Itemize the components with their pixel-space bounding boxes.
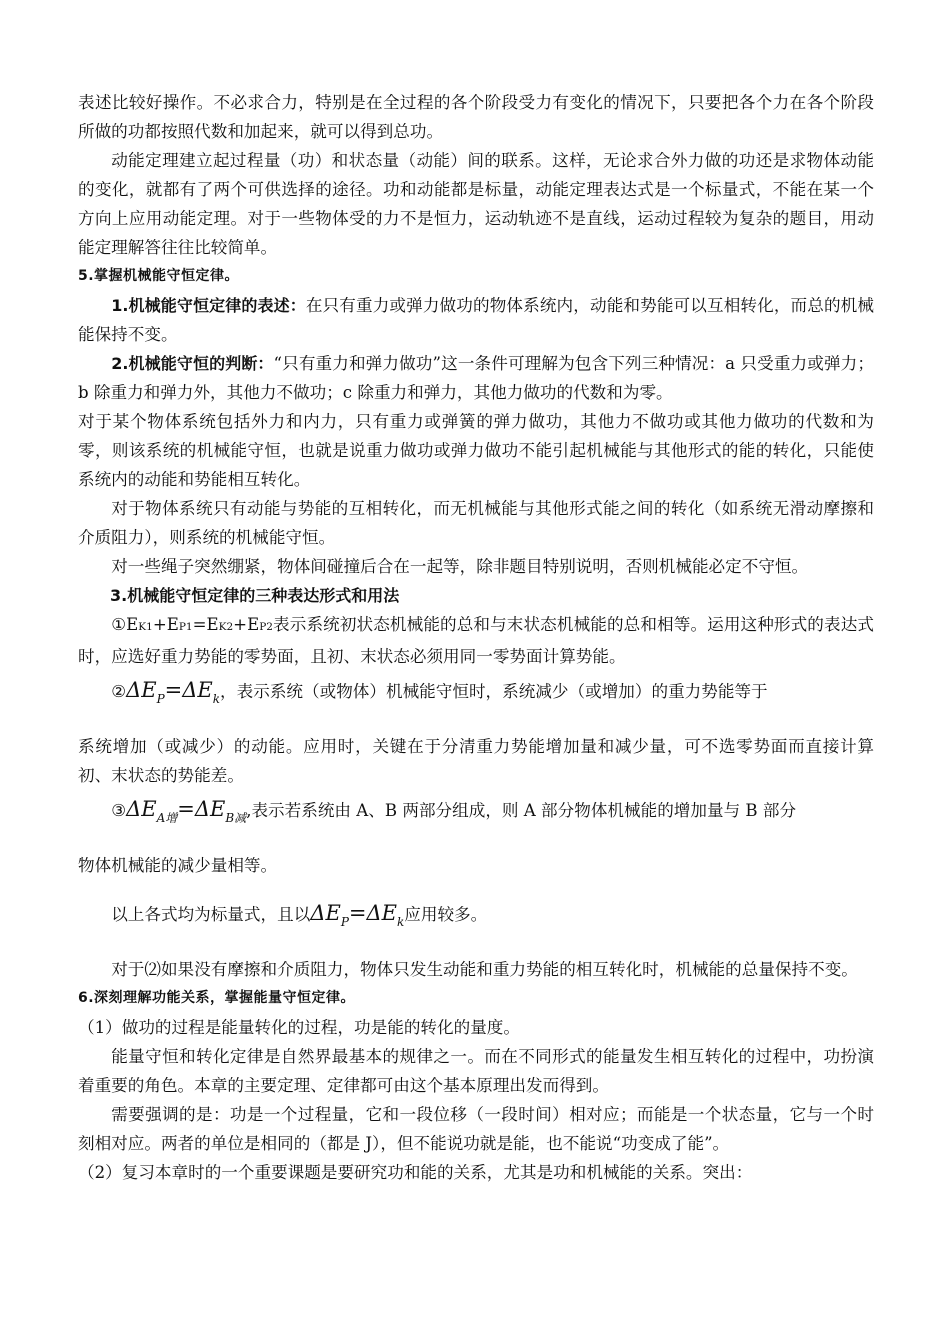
section-heading-6: 6.深刻理解功能关系，掌握能量守恒定律。 (78, 990, 356, 1006)
law-judgement-label: 2.机械能守恒的判断： (111, 354, 274, 373)
paragraph-form-2-cont: 系统增加（或减少）的动能。应用时，关键在于分清重力势能增加量和减少量，可不选零势面而直接计算初、末状态的势能差。 (78, 737, 874, 785)
form-3-text: ,表示若系统由 A、B 两部分组成，则 A 部分物体机械能的增加量与 B 部分 (246, 801, 797, 820)
paragraph-non-conservation: 对一些绳子突然绷紧，物体间碰撞后合在一起等，除非题目特别说明，否则机械能必定不守恒。 (111, 557, 809, 576)
formula-2: $\Delta E_P=\Delta E_k$ (126, 678, 221, 706)
marker-1: ① (111, 615, 127, 634)
paragraph-work-vs-energy: 需要强调的是：功是一个过程量，它和一段位移（一段时间）相对应；而能是一个状态量，它与一个时刻相对应。两者的单位是相同的（都是 J），但不能说功就是能，也不能说“功变成了能”。 (78, 1105, 874, 1153)
paragraph-law-judgement (78, 349, 874, 407)
paragraph-energy-conservation: 能量守恒和转化定律是自然界最基本的规律之一。而在不同形式的能量发生相互转化的过程中，功扮演着重要的角色。本章的主要定理、定律都可由这个基本原理出发而得到。 (78, 1047, 874, 1095)
law-statement-text: 在只有重力或弹力做功的物体系统内，动能和势能可以互相转化，而总的机械能保持不变。 (78, 296, 874, 344)
subsection-three-forms: 3.机械能守恒定律的三种表达形式和用法 (110, 586, 400, 605)
paragraph-system-conservation: 对于某个物体系统包括外力和内力，只有重力或弹簧的弹力做功，其他力不做功或其他力做功的代数和为零，则该系统的机械能守恒，也就是说重力做功或弹力做功不能引起机械能与其他形式的能的转化，只能使系统内的动能和势能相互转化。 (78, 412, 874, 489)
formula-scalar: $\Delta E_P=\Delta E_k$ (310, 901, 405, 929)
paragraph-form-2 (78, 671, 874, 718)
paragraph-law-statement (78, 291, 874, 349)
paragraph-q2: （2）复习本章时的一个重要课题是要研究功和能的关系，尤其是功和机械能的关系。突出： (78, 1163, 753, 1182)
marker-2: ② (111, 682, 127, 701)
formula-3: $\Delta E_{A增}=\Delta E_{B减}$ (126, 797, 247, 825)
document-page (78, 88, 874, 1187)
form-1-text: 表示系统初状态机械能的总和与末状态机械能的总和相等。运用这种形式的表达式时，应选好重力势能的零势面，且初、末状态必须用同一零势面计算势能。 (78, 615, 874, 666)
paragraph-form-3 (78, 790, 874, 837)
paragraph-scalar-note: 以上各式均为标量式，且以$\Delta E_P=\Delta E_k$应用较多。 (111, 901, 488, 929)
paragraph-total-work: 表述比较好操作。不必求合力，特别是在全过程的各个阶段受力有变化的情况下，只要把各个力在各个阶段所做的功都按照代数和加起来，就可以得到总功。 (78, 93, 874, 141)
paragraph-q1: （1）做功的过程是能量转化的过程，功是能的转化的量度。 (78, 1018, 520, 1037)
paragraph-form-1 (78, 610, 874, 671)
paragraph-no-friction: 对于⑵如果没有摩擦和介质阻力，物体只发生动能和重力势能的相互转化时，机械能的总量保持不变。 (111, 960, 858, 979)
paragraph-energy-transfer: 对于物体系统只有动能与势能的互相转化，而无机械能与其他形式能之间的转化（如系统无滑动摩擦和介质阻力），则系统的机械能守恒。 (78, 499, 874, 547)
marker-3: ③ (111, 801, 127, 820)
paragraph-form-3-cont: 物体机械能的减少量相等。 (78, 856, 278, 875)
form-2-text: ，表示系统（或物体）机械能守恒时，系统减少（或增加）的重力势能等于 (220, 682, 768, 701)
paragraph-kinetic-theorem: 动能定理建立起过程量（功）和状态量（动能）间的联系。这样，无论求合外力做的功还是求物体动能的变化，就都有了两个可供选择的途径。功和动能都是标量，动能定理表达式是一个标量式，不能在某一个方向上应用动能定理。对于一些物体受的力不是恒力，运动轨迹不是直线，运动过程较为复杂的题目，用动能定理解答往往比较简单。 (78, 151, 874, 257)
section-heading-5: 5.掌握机械能守恒定律。 (78, 268, 240, 284)
formula-1: EK1+EP1=EK2+EP2 (126, 615, 273, 634)
law-statement-label: 1.机械能守恒定律的表述： (111, 296, 306, 315)
law-judgement-text: “只有重力和弹力做功”这一条件可理解为包含下列三种情况：a 只受重力或弹力；b 除重力和弹力外，其他力不做功；c 除重力和弹力，其他力做功的代数和为零。 (78, 354, 874, 402)
